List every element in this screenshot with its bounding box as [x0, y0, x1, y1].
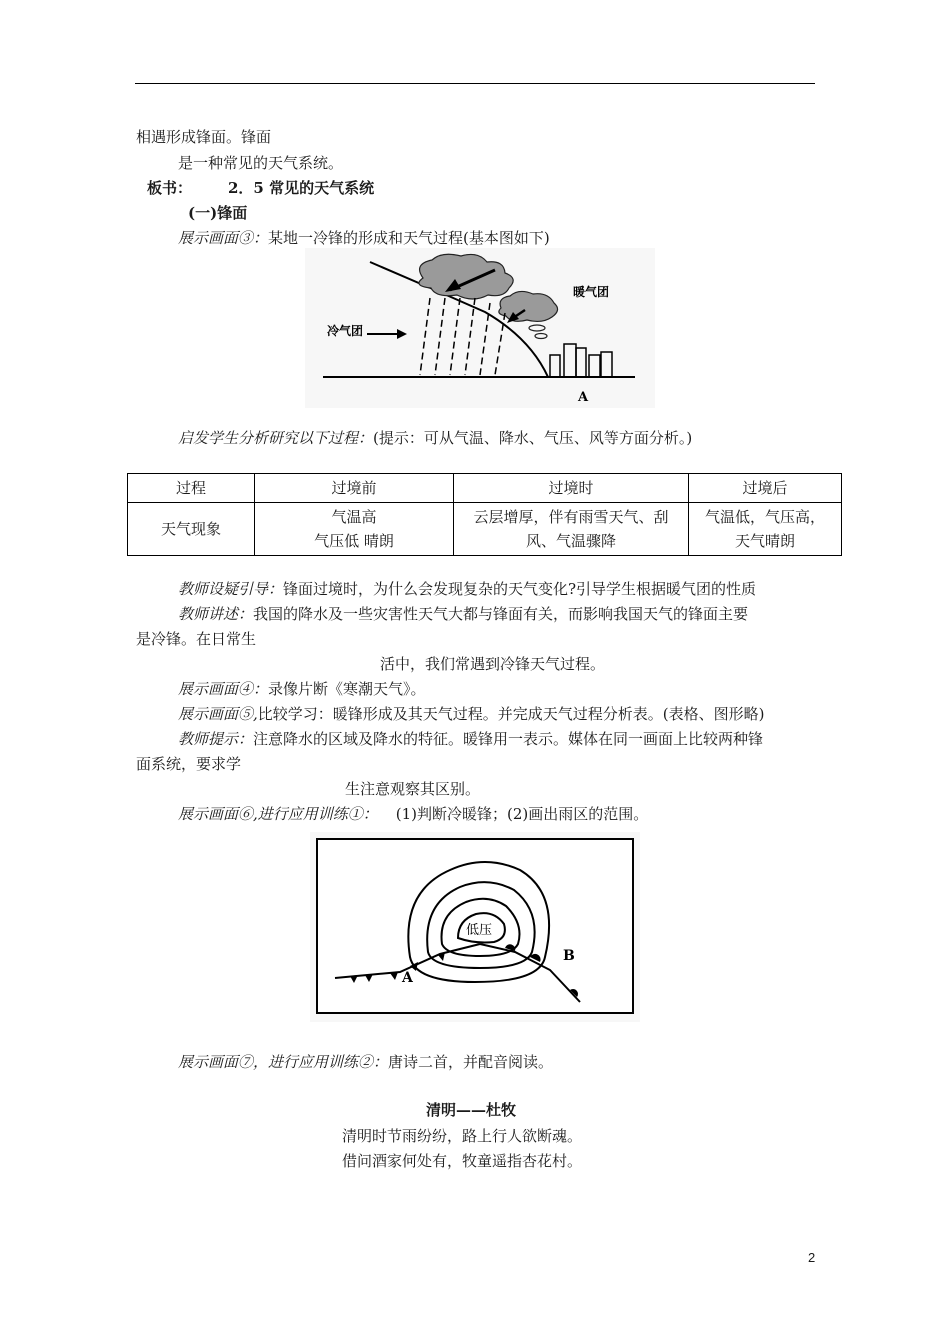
poem-line: 借问酒家何处有，牧童遥指杏花村。 — [342, 1152, 583, 1170]
show6-label: 展示画面⑥,进行应用训练①： — [178, 805, 378, 823]
board-title: 2．5 常见的天气系统 — [228, 179, 375, 197]
point-a-label: A — [402, 970, 413, 986]
guide-line — [178, 579, 756, 599]
poem-title: 清明——杜牧 — [426, 1101, 517, 1119]
show5-line — [178, 704, 765, 724]
table-header-cell: 过程 — [128, 474, 255, 503]
cell-line: 天气晴朗 — [734, 532, 795, 550]
text-line: 相遇形成锋面。锋面 — [136, 128, 272, 146]
lecture-line — [178, 604, 748, 624]
show7-line — [178, 1052, 553, 1072]
low-pressure-figure — [310, 832, 640, 1022]
page-number: 2 — [808, 1250, 816, 1265]
lecture-text: 我国的降水及一些灾害性天气大都与锋面有关，而影响我国天气的锋面主要 — [253, 605, 749, 623]
guide-text: 锋面过境时，为什么会发现复杂的天气变化?引导学生根据暖气团的性质 — [283, 580, 757, 598]
poem-line: 清明时节雨纷纷，路上行人欲断魂。 — [342, 1127, 583, 1145]
inspire-line — [178, 428, 692, 448]
table-row-label: 天气现象 — [128, 503, 255, 556]
inspire-text: (提示：可从气温、降水、气压、风等方面分析。) — [373, 429, 693, 447]
point-b-label: B — [563, 948, 575, 964]
table-cell-before — [255, 503, 454, 556]
table-row — [128, 503, 842, 556]
show3-text: 某地一冷锋的形成和天气过程(基本图如下) — [268, 229, 550, 247]
low-pressure-label: 低压 — [466, 923, 493, 938]
table-header-cell: 过境时 — [454, 474, 689, 503]
table-header-cell: 过境前 — [255, 474, 454, 503]
text-line: 面系统，要求学 — [136, 755, 242, 773]
lecture-label: 教师讲述： — [178, 605, 254, 623]
show6-text: (1)判断冷暖锋；(2)画出雨区的范围。 — [395, 805, 649, 823]
table-header-row — [128, 474, 842, 503]
cell-line: 气温高 — [331, 508, 377, 526]
table-cell-during — [454, 503, 689, 556]
table-header-cell: 过境后 — [689, 474, 842, 503]
hint-line — [178, 729, 763, 749]
point-a-label: A — [578, 390, 589, 405]
show4-text: 录像片断《寒潮天气》。 — [268, 680, 426, 698]
show5-label: 展示画面⑤, — [178, 705, 258, 723]
cell-line: 风、气温骤降 — [525, 532, 616, 550]
header-rule — [135, 83, 815, 84]
table-cell-after — [689, 503, 842, 556]
hint-text: 注意降水的区域及降水的特征。暖锋用一表示。媒体在同一画面上比较两种锋 — [253, 730, 764, 748]
show5-text: 比较学习：暖锋形成及其天气过程。并完成天气过程分析表。(表格、图形略) — [257, 705, 765, 723]
board-label: 板书： — [147, 179, 193, 197]
text-line: 是一种常见的天气系统。 — [178, 154, 344, 172]
cell-line: 云层增厚，伴有雨雪天气、刮 — [473, 508, 669, 526]
text-line: 是冷锋。在日常生 — [136, 630, 257, 648]
show7-text: 唐诗二首，并配音阅读。 — [388, 1053, 554, 1071]
cold-front-figure — [305, 248, 655, 408]
text-line: 活中，我们常遇到冷锋天气过程。 — [380, 655, 606, 673]
show3-line — [178, 228, 550, 248]
hint-label: 教师提示： — [178, 730, 254, 748]
guide-label: 教师设疑引导： — [178, 580, 284, 598]
section-heading: (一)锋面 — [188, 204, 248, 222]
show4-line — [178, 679, 426, 699]
text-line: 生注意观察其区别。 — [345, 780, 481, 798]
cell-line: 气压低 晴朗 — [314, 532, 394, 550]
weather-table — [127, 473, 842, 556]
warm-air-label: 暖气团 — [573, 285, 610, 299]
inspire-label: 启发学生分析研究以下过程： — [178, 429, 374, 447]
show6-line — [178, 804, 648, 824]
show3-label: 展示画面③： — [178, 229, 269, 247]
cell-line: 气温低，气压高， — [704, 508, 825, 526]
show4-label: 展示画面④： — [178, 680, 269, 698]
show7-label: 展示画面⑦，进行应用训练②： — [178, 1053, 389, 1071]
cold-air-label: 冷气团 — [327, 324, 364, 338]
